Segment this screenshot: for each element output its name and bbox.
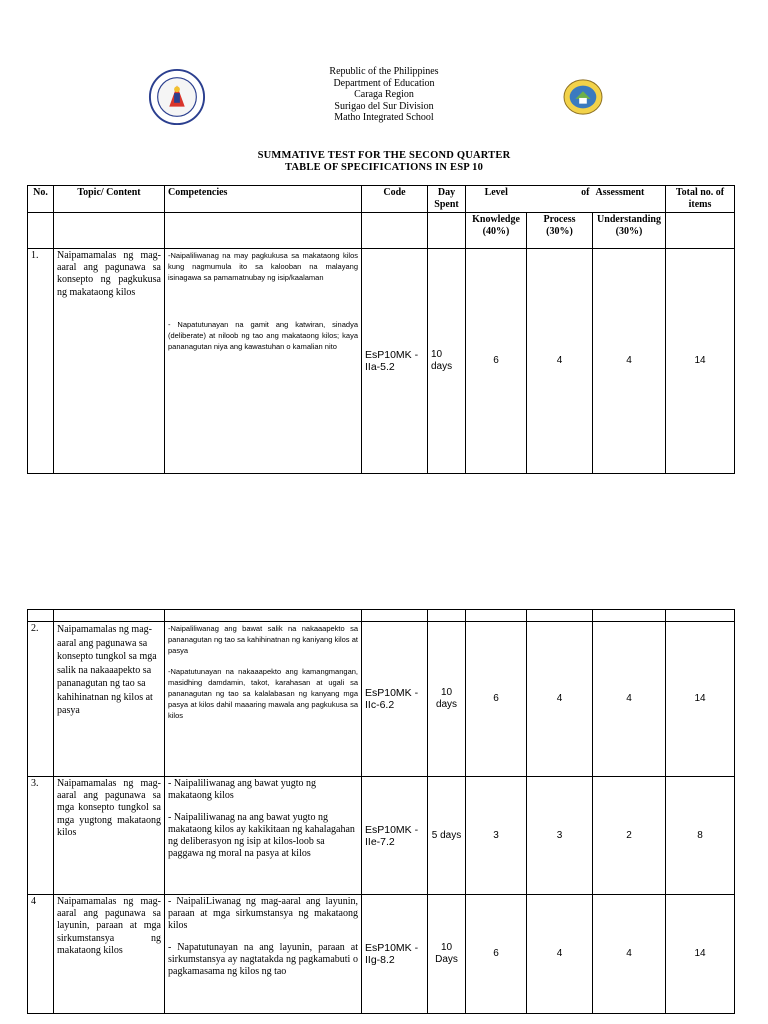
col-day-spent: Day Spent: [428, 186, 466, 213]
competency-2: -Napatutunayan na nakaaapekto ang kamangmangan, masidhing damdamin, takot, karahasan at ugali sa pananagutan ng tao sa kalalabasan ng kanyang mga pasya at kilos dahil maaaring mawala ang pagkukusa sa kilos: [168, 667, 358, 720]
row-competencies: [165, 895, 362, 1014]
row-days: 10 days: [428, 249, 466, 474]
competency-1: -Naipaliliwanag na may pagkukusa sa makataong kilos kung nagmumula ito sa kalooban na malayang isinagawa sa pamamatnubay ng isip/kaalaman: [168, 251, 358, 282]
row-process: 4: [527, 249, 593, 474]
row-code: EsP10MK -IIe-7.2: [362, 777, 428, 895]
row-days: 10 Days: [428, 895, 466, 1014]
subheader-row: [28, 213, 735, 249]
letterhead: [0, 66, 768, 124]
row-topic: Naipamamalas ng mag-aaral ang pagunawa sa konsepto ng pagkukusa ng makataong kilos: [54, 249, 165, 474]
competency-1: -Naipaliliwanag ang bawat salik na nakaaapekto sa pananagutan ng tao sa kahihinatnan ng kaniyang kilos at pasya: [168, 624, 358, 655]
header-line-4: Surigao del Sur Division: [334, 100, 434, 112]
title-line-2: TABLE OF SPECIFICATIONS IN ESP 10: [284, 162, 484, 173]
spec-table-top: [27, 185, 735, 474]
row-competencies: [165, 622, 362, 777]
row-no: 2.: [28, 622, 54, 777]
row-no: 3.: [28, 777, 54, 895]
row-understanding: 4: [593, 249, 666, 474]
row-knowledge: 6: [466, 895, 527, 1014]
row-process: 4: [527, 895, 593, 1014]
row-total: 14: [666, 622, 735, 777]
col-no: No.: [28, 186, 54, 213]
header-line-1: Republic of the Philippines: [329, 66, 439, 77]
col-understanding: Understanding (30%): [593, 213, 666, 249]
col-of: of: [527, 186, 593, 213]
table-row: [28, 777, 735, 895]
blank-header-row: [28, 610, 735, 622]
row-topic: Naipamamalas ng mag-aaral ang pagunawa sa konsepto tungkol sa mga salik na nakaaapekto sa pananagutan ng tao sa kahihinatnan ng kilos at pasya: [54, 622, 165, 777]
header-line-2: Department of Education: [333, 77, 435, 89]
row-understanding: 4: [593, 895, 666, 1014]
row-code: EsP10MK -IIc-6.2: [362, 622, 428, 777]
row-code: EsP10MK -IIa-5.2: [362, 249, 428, 474]
row-competencies: [165, 249, 362, 474]
row-knowledge: 6: [466, 622, 527, 777]
row-no: 1.: [28, 249, 54, 474]
header-row: [28, 186, 735, 213]
table-row: [28, 249, 735, 474]
col-topic: Topic/ Content: [54, 186, 165, 213]
spec-table-bottom: [27, 609, 735, 1014]
col-level: Level: [466, 186, 527, 213]
row-understanding: 2: [593, 777, 666, 895]
competency-2: - Napatutunayan na gamit ang katwiran, sinadya (deliberate) at niloob ng tao ang makataong kilos; kaya pananagutan niya ang kawastuhan o kamalian nito: [168, 320, 358, 351]
row-process: 3: [527, 777, 593, 895]
row-no: 4: [28, 895, 54, 1014]
row-days: 10 days: [428, 622, 466, 777]
competency-1: - NaipaliLiwanag ng mag-aaral ang layunin, paraan at mga sirkumstansya ng makataong kilos: [168, 896, 358, 931]
competency-2: - Naipaliliwanag na ang bawat yugto ng makataong kilos ay kakikitaan ng kahalagahan ng deliberasyon ng isip at kilos-loob sa paggawa ng moral na pasya at kilos: [168, 812, 355, 859]
competency-2: - Napatutunayan na ang layunin, paraan at sirkumstansya ay nagtatakda ng pagkamabuti o pagkamasama ng kilos ng tao: [168, 942, 358, 977]
row-understanding: 4: [593, 622, 666, 777]
row-topic: Naipamamalas ng mag-aaral ang pagunawa sa mga konsepto tungkol sa mga yugtong makataong kilos: [54, 777, 165, 895]
row-knowledge: 3: [466, 777, 527, 895]
row-total: 14: [666, 249, 735, 474]
row-knowledge: 6: [466, 249, 527, 474]
header-line-5: Matho Integrated School: [334, 112, 434, 123]
row-days: 5 days: [428, 777, 466, 895]
col-code: Code: [362, 186, 428, 213]
document-title: [0, 150, 768, 174]
col-process: Process (30%): [527, 213, 593, 249]
col-assessment: Assessment: [593, 186, 666, 213]
row-total: 8: [666, 777, 735, 895]
row-competencies: [165, 777, 362, 895]
col-total: Total no. of items: [666, 186, 735, 213]
row-process: 4: [527, 622, 593, 777]
row-code: EsP10MK -IIg-8.2: [362, 895, 428, 1014]
table-row: [28, 622, 735, 777]
col-knowledge: Knowledge (40%): [466, 213, 527, 249]
title-line-1: SUMMATIVE TEST FOR THE SECOND QUARTER: [257, 150, 511, 161]
row-topic: Naipamamalas ng mag-aaral ang pagunawa sa layunin, paraan at mga sirkumstansya ng makataong kilos: [54, 895, 165, 1014]
row-total: 14: [666, 895, 735, 1014]
col-competencies: Competencies: [165, 186, 362, 213]
competency-1: - Naipaliliwanag ang bawat yugto ng makataong kilos: [168, 778, 317, 801]
header-line-3: Caraga Region: [354, 89, 414, 100]
table-row: [28, 895, 735, 1014]
